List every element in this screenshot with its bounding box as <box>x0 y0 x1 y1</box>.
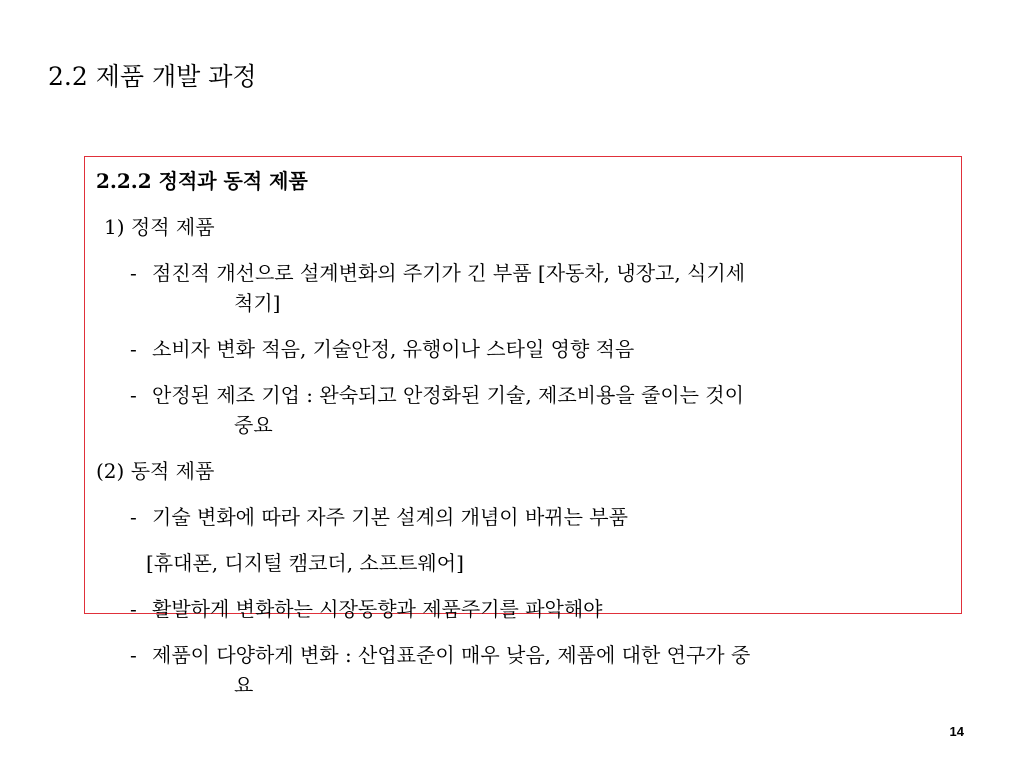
bullet-text-continued: 중요 <box>234 413 273 437</box>
dynamic-bullet-1 <box>96 502 956 532</box>
dash-marker: - <box>130 597 137 621</box>
static-bullet-1 <box>96 258 956 318</box>
dash-marker: - <box>130 643 137 667</box>
static-bullet-2 <box>96 334 956 364</box>
bullet-text-continued: 요 <box>234 673 254 697</box>
slide-title: 2.2 제품 개발 과정 <box>48 62 257 91</box>
dash-marker: - <box>130 337 137 361</box>
bullet-text: 소비자 변화 적음, 기술안정, 유행이나 스타일 영향 적음 <box>152 337 635 361</box>
static-bullet-3 <box>96 380 956 440</box>
dynamic-examples: [휴대폰, 디지털 캠코더, 소프트웨어] <box>146 551 464 575</box>
section-heading: 2.2.2 정적과 동적 제품 <box>96 169 308 193</box>
dynamic-bullet-3 <box>96 640 956 700</box>
bullet-text: 안정된 제조 기업 : 완숙되고 안정화된 기술, 제조비용을 줄이는 것이 <box>152 383 744 407</box>
bullet-text: 활발하게 변화하는 시장동향과 제품주기를 파악해야 <box>152 597 603 621</box>
bullet-text: 기술 변화에 따라 자주 기본 설계의 개념이 바뀌는 부품 <box>152 505 628 529</box>
content-body <box>96 166 956 700</box>
dynamic-products-label: (2) 동적 제품 <box>96 459 215 483</box>
bullet-text: 점진적 개선으로 설계변화의 주기가 긴 부품 [자동차, 냉장고, 식기세 <box>152 261 746 285</box>
bullet-text-continued: 척기] <box>234 291 281 315</box>
dash-marker: - <box>130 505 137 529</box>
dash-marker: - <box>130 383 137 407</box>
bullet-text: 제품이 다양하게 변화 : 산업표준이 매우 낮음, 제품에 대한 연구가 중 <box>152 643 751 667</box>
static-products-label: 1) 정적 제품 <box>104 215 215 239</box>
page-number: 14 <box>949 724 964 739</box>
dash-marker: - <box>130 261 137 285</box>
dynamic-bullet-2 <box>96 594 956 624</box>
